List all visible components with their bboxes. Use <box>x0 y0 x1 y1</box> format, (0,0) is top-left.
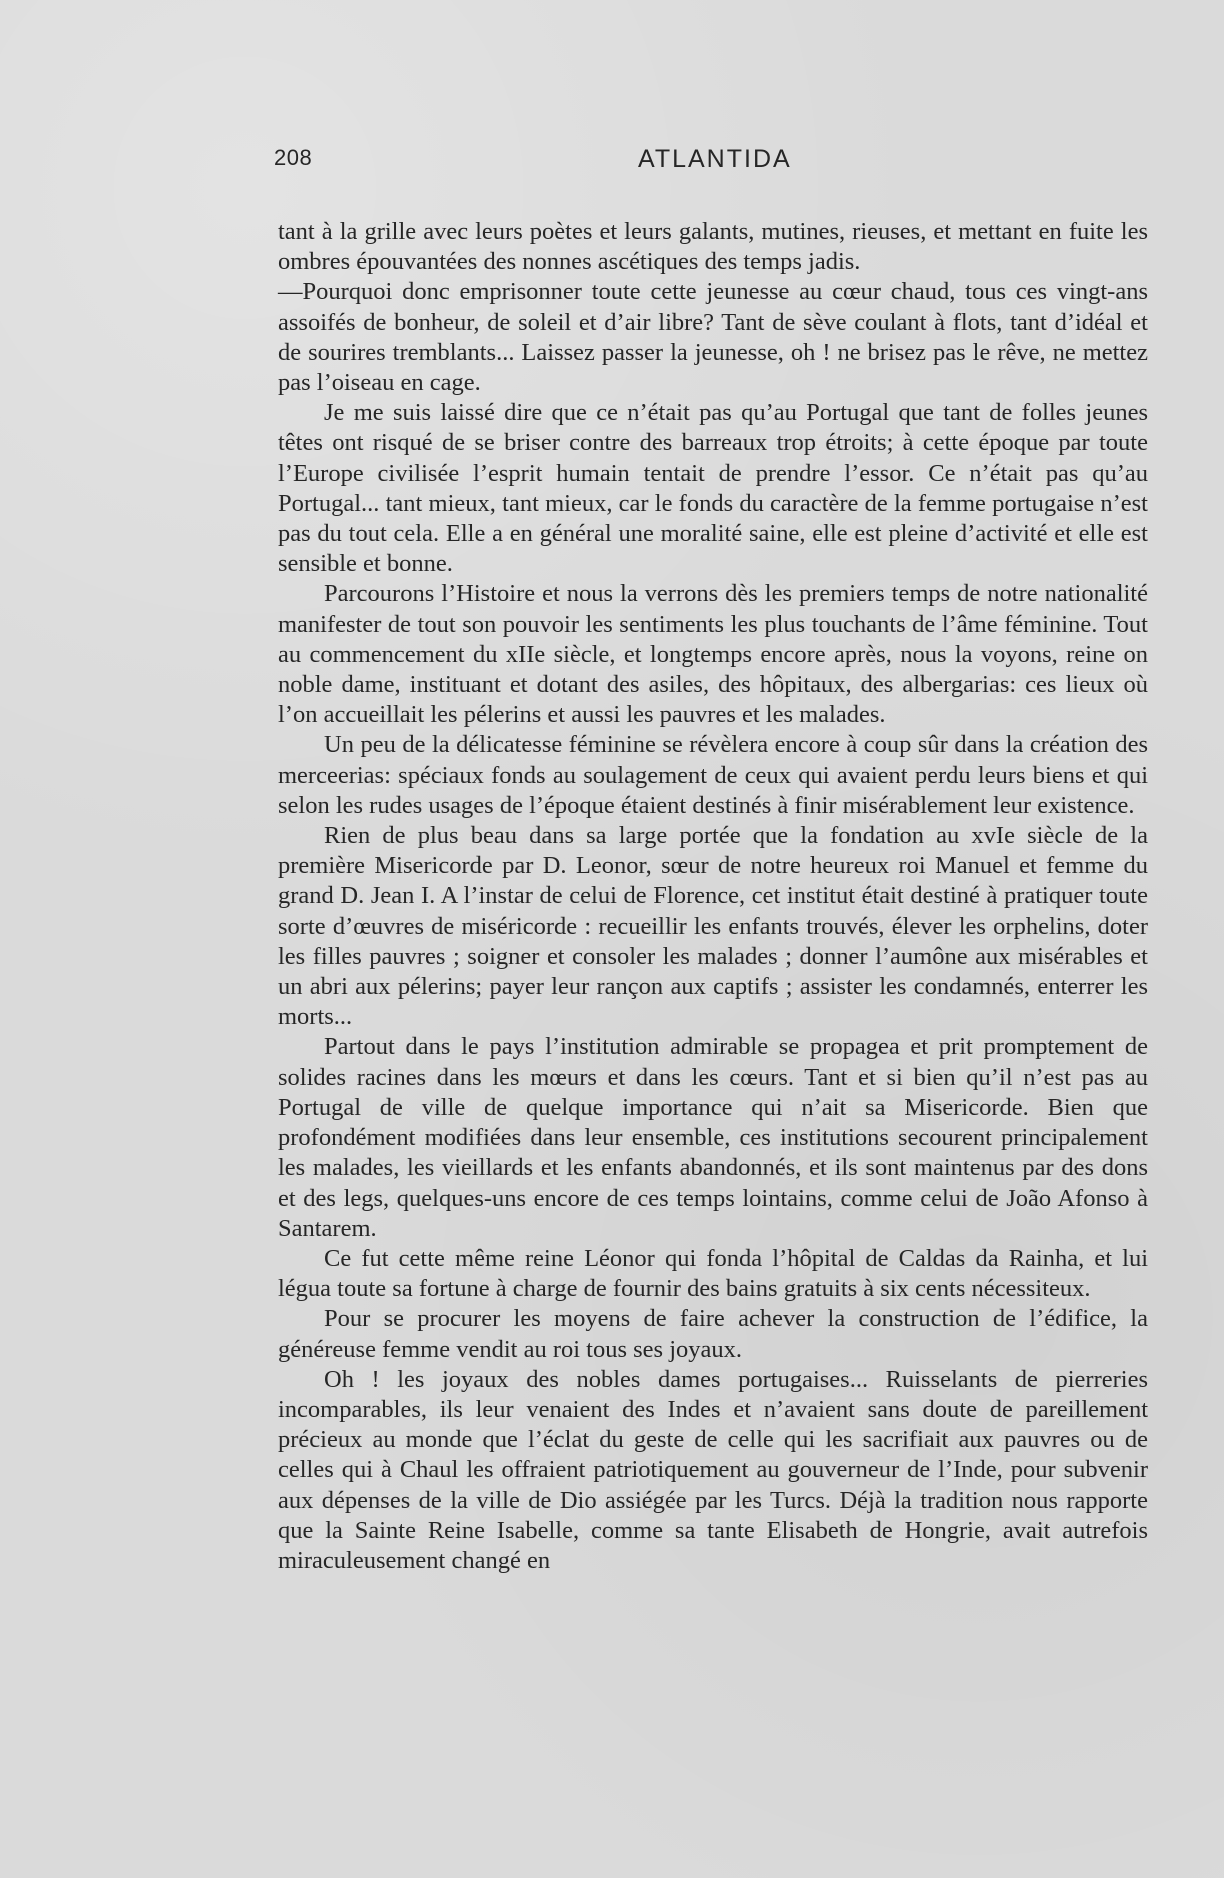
paragraph-3: Je me suis laissé dire que ce n’était pas qu’au Portugal que tant de folles jeunes têtes ont risqué de se briser contre des barreaux trop étroits; à cette époque par toute l’Europe civilisée l’esprit humain tentait de prendre l’essor. Ce n’était pas qu’au Portugal... tant mieux, tant mieux, car le fonds du caractère de la femme portugaise n’est pas du tout cela. Elle a en général une moralité saine, elle est pleine d’activité et elle est sensible et bonne. <box>278 399 1155 578</box>
paragraph-9: Pour se procurer les moyens de faire achever la construction de l’édifice, la généreuse femme vendit au roi tous ses joyaux. <box>278 1305 1155 1363</box>
paragraph-1: tant à la grille avec leurs poètes et leurs galants, mutines, rieuses, et mettant en fuite les ombres épouvantées des nonnes ascétiques des temps jadis. <box>278 218 1155 276</box>
paragraph-10: Oh ! les joyaux des nobles dames portugaises... Ruisselants de pierreries incomparables, ils leur venaient des Indes et n’avaient sans doute de pareillement précieux au monde que l’éclat du geste de celle qui les sacrifiait aux pauvres ou de celles qui à Chaul les offraient patriotiquement au gouverneur de l’Inde, pour subvenir aux dépenses de la ville de Dio assiégée par les Turcs. Déjà la tradition nous rapporte que la Sainte Reine Isabelle, comme sa tante Elisabeth de Hongrie, avait autrefois miraculeusement changé en <box>278 1365 1155 1574</box>
paragraph-5: Un peu de la délicatesse féminine se révèlera encore à coup sûr dans la création des merceerias: spéciaux fonds au soulagement de ceux qui avaient perdu leurs biens et qui selon les rudes usages de l’époque étaient destinés à finir misérablement leur existence. <box>278 731 1155 819</box>
main-text-block <box>278 217 1155 1576</box>
paragraph-4: Parcourons l’Histoire et nous la verrons dès les premiers temps de notre nationalité manifester de tout son pouvoir les sentiments les plus touchants de l’âme féminine. Tout au commencement du xIIe siècle, et longtemps encore après, nous la voyons, reine on noble dame, instituant et dotant des asiles, des hôpitaux, des albergarias: ces lieux où l’on accueillait les pélerins et aussi les pauvres et les malades. <box>278 580 1155 729</box>
page-number: 208 <box>274 145 313 170</box>
running-head-title: ATLANTIDA <box>638 145 792 173</box>
page-header <box>274 145 1154 181</box>
paragraph-6: Rien de plus beau dans sa large portée que la fondation au xvIe siècle de la première Misericorde par D. Leonor, sœur de notre heureux roi Manuel et femme du grand D. Jean I. A l’instar de celui de Florence, cet institut était destiné à pratiquer toute sorte d’œuvres de miséricorde : recueillir les enfants trouvés, élever les orphelins, doter les filles pauvres ; soigner et consoler les malades ; donner l’aumône aux misérables et un abri aux pélerins; payer leur rançon aux captifs ; assister les condamnés, enterrer les morts... <box>278 822 1155 1031</box>
paragraph-7: Partout dans le pays l’institution admirable se propagea et prit promptement de solides racines dans les mœurs et dans les cœurs. Tant et si bien qu’il n’est pas au Portugal de ville de quelque importance qui n’ait sa Misericorde. Bien que profondément modifiées dans leur ensemble, ces institutions secourent principalement les malades, les vieillards et les enfants abandonnés, et ils sont maintenus par des dons et des legs, quelques-uns encore de ces temps lointains, comme celui de João Afonso à Santarem. <box>278 1033 1155 1242</box>
paragraph-8: Ce fut cette même reine Léonor qui fonda l’hôpital de Caldas da Rainha, et lui légua toute sa fortune à charge de fournir des bains gratuits à six cents nécessiteux. <box>278 1244 1155 1303</box>
paragraph-2: —Pourquoi donc emprisonner toute cette jeunesse au cœur chaud, tous ces vingt-ans assoifés de bonheur, de soleil et d’air libre? Tant de sève coulant à flots, tant d’idéal et de sourires tremblants... Laissez passer la jeunesse, oh ! ne brisez pas le rêve, ne mettez pas l’oiseau en cage. <box>278 278 1155 397</box>
